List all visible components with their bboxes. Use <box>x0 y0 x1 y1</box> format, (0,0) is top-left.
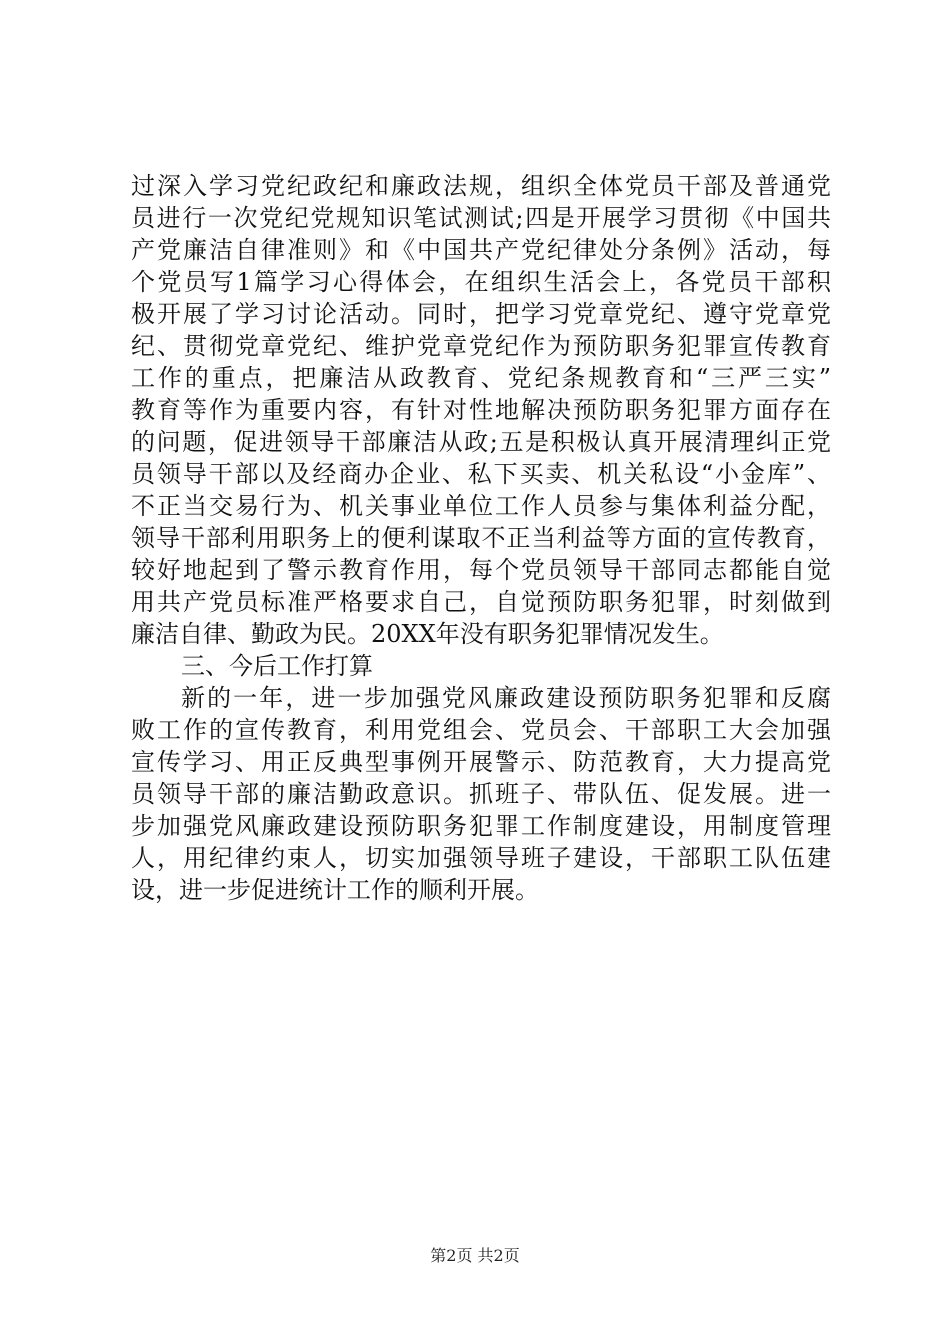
text-line: 极开展了学习讨论活动。同时，把学习党章党纪、遵守党章党 <box>131 300 831 328</box>
text-line: 较好地起到了警示教育作用，每个党员领导干部同志都能自觉 <box>131 556 831 584</box>
page-number-footer: 第2页 共2页 <box>430 1246 520 1265</box>
text-line: 纪、贯彻党章党纪、维护党章党纪作为预防职务犯罪宣传教育 <box>131 332 831 360</box>
text-line: 领导干部利用职务上的便利谋取不正当利益等方面的宣传教育， <box>131 524 831 552</box>
text-line: 教育等作为重要内容，有针对性地解决预防职务犯罪方面存在 <box>131 396 831 424</box>
paragraph-party-discipline-education <box>131 170 831 650</box>
text-line: 工作的重点，把廉洁从政教育、党纪条规教育和“三严三实” <box>131 364 831 392</box>
text-line: 宣传学习、用正反典型事例开展警示、防范教育，大力提高党 <box>131 748 831 776</box>
text-line: 步加强党风廉政建设预防职务犯罪工作制度建设，用制度管理 <box>131 812 831 840</box>
text-line: 的问题，促进领导干部廉洁从政;五是积极认真开展清理纠正党 <box>131 428 831 456</box>
text-line: 产党廉洁自律准则》和《中国共产党纪律处分条例》活动，每 <box>131 236 831 264</box>
section-heading-future-plans: 三、今后工作打算 <box>181 652 373 680</box>
text-line: 过深入学习党纪政纪和廉政法规，组织全体党员干部及普通党 <box>131 172 831 200</box>
text-line: 员进行一次党纪党规知识笔试测试;四是开展学习贯彻《中国共 <box>131 204 831 232</box>
text-line: 用共产党员标准严格要求自己，自觉预防职务犯罪，时刻做到 <box>131 588 831 616</box>
text-line: 廉洁自律、勤政为民。20XX年没有职务犯罪情况发生。 <box>131 620 724 648</box>
text-line: 不正当交易行为、机关事业单位工作人员参与集体利益分配， <box>131 492 831 520</box>
document-body <box>131 170 831 906</box>
text-line: 设，进一步促进统计工作的顺利开展。 <box>131 876 539 904</box>
text-line: 新的一年，进一步加强党风廉政建设预防职务犯罪和反腐 <box>181 684 831 712</box>
text-line: 人，用纪律约束人，切实加强领导班子建设，干部职工队伍建 <box>131 844 831 872</box>
paragraph-future-plans <box>131 682 831 906</box>
text-line: 员领导干部以及经商办企业、私下买卖、机关私设“小金库”、 <box>131 460 831 488</box>
text-line: 个党员写1篇学习心得体会，在组织生活会上，各党员干部积 <box>131 268 831 296</box>
text-line: 员领导干部的廉洁勤政意识。抓班子、带队伍、促发展。进一 <box>131 780 831 808</box>
text-line: 败工作的宣传教育，利用党组会、党员会、干部职工大会加强 <box>131 716 831 744</box>
